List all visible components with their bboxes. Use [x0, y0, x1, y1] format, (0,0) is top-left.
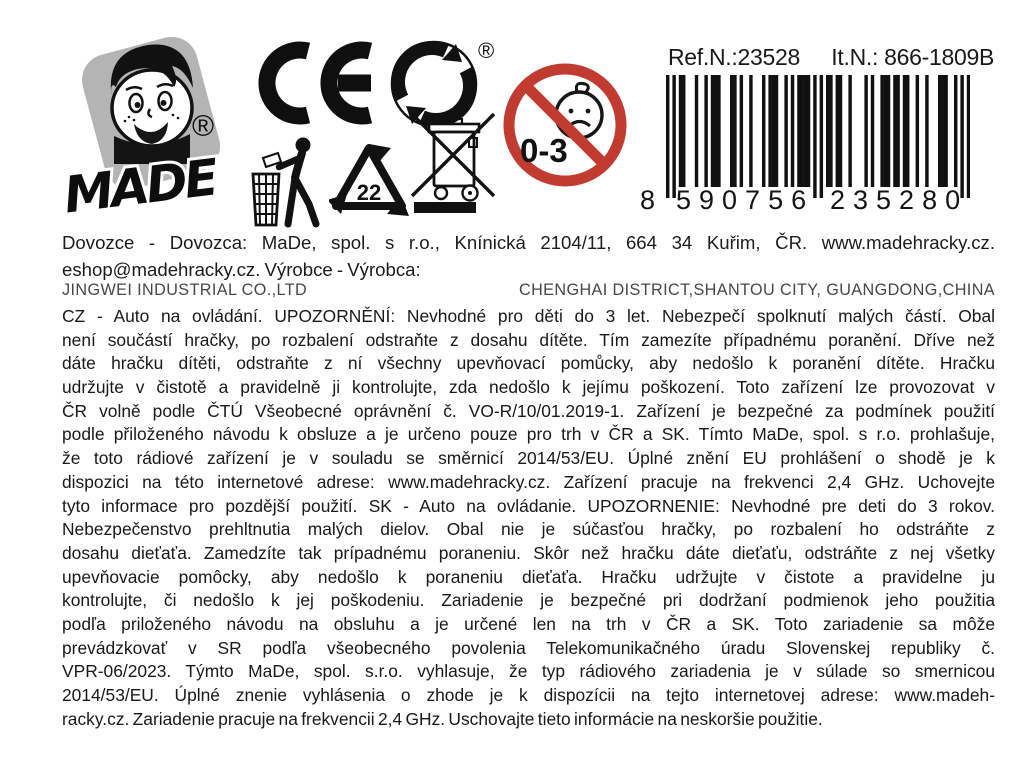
- ce-mark-icon: [246, 40, 378, 126]
- body-text-line: Nebezpečenstvo prehltnutia malých dielov. Obal nie je súčasťou hračky, po rozbalení ho odstráňte z: [62, 519, 995, 540]
- importer-line1: Dovozce - Dovozca: MaDe, spol. s r.o., Knínická 2104/11, 664 34 Kuřim, ČR. www.madehracky.cz.: [62, 232, 995, 253]
- body-text-line: podľa priloženého návodu na obsluhu a je určené len na trh v ČR a SK. Toto zariadenie sa môže: [62, 613, 995, 634]
- body-text-line: dosahu dieťaťa. Zamedzíte tak prípadnému poraneniu. Skôr než hračku dáte dieťaťu, odstráňte z nej všetky: [62, 542, 995, 563]
- reference-numbers: [668, 44, 994, 71]
- importer-info: [62, 229, 995, 283]
- body-text-line: kontrolujte, či nedošlo k jej poškodeniu. Zariadenie je bezpečné pri dodržaní podmienok jeho použitia: [62, 590, 995, 611]
- made-logo-word: MADE: [60, 148, 219, 225]
- manufacturer-address: CHENGHAI DISTRICT,SHANTOU CITY, GUANGDONG,CHINA: [519, 281, 995, 299]
- body-text-line: prevádzkovať v SR podľa všeobecného povolenia Telekomunikačného úradu Slovenskej republiky č.: [62, 637, 995, 658]
- age-warning-icon: [498, 58, 632, 192]
- body-text-line: tyto informace pro pozdější použití. SK - Auto na ovládanie. UPOZORNENIE: Nevhodné pre deti do 3 rokov.: [62, 495, 995, 516]
- body-text-line: VPR-06/2023. Týmto MaDe, spol. s.r.o. vyhlasuje, že typ rádiového zariadenia je v súlade so smernicou: [62, 661, 995, 682]
- barcode-group2: 235280: [830, 185, 969, 215]
- body-text-line: dispozici na této internetové adrese: www.madehracky.cz. Zařízení pracuje na frekvenci 2,4 GHz. Uchovejte: [62, 471, 995, 492]
- tidyman-icon: [249, 136, 325, 228]
- manufacturer-name: JINGWEI INDUSTRIAL CO.,LTD: [62, 281, 308, 299]
- ref-number: Ref.N.:23528: [668, 44, 800, 70]
- body-text-line: podle přiloženého návodu k obsluze a je určeno pouze pro trh v ČR a SK. Tímto MaDe, spol. s r.o. prohlašuje,: [62, 424, 995, 445]
- recycle-code-label: 22: [356, 180, 382, 205]
- item-number: It.N.: 866-1809B: [831, 44, 994, 70]
- body-text-line: 2014/53/EU. Úplné znenie vyhlásenia o zhode je k dispozícii na tejto internetovej adrese: www.madeh-: [62, 685, 995, 705]
- body-text-line: že toto rádiové zařízení je v souladu se směrnicí 2014/53/EU. Úplné znění EU prohlášení o shodě je k: [62, 448, 995, 469]
- barcode-group1: 590756: [676, 185, 815, 215]
- weee-bin-icon: [406, 112, 500, 214]
- body-text-line: upevňovacie pomôcky, aby nedošlo k poraneniu dieťaťa. Hračku udržujte v čistote a pravidelne ju: [62, 566, 995, 587]
- body-text-line: ČR volně podle ČTÚ Všeobecné oprávnění č. VO-R/10/01.2019-1. Zařízení je bezpečné za podmínek použití: [62, 400, 995, 421]
- body-text-line: CZ - Auto na ovládání. UPOZORNĚNÍ: Nevhodné pro děti do 3 let. Nebezpečí spolknutí malých částí. Obal: [62, 306, 995, 326]
- barcode-bars: [666, 75, 970, 199]
- importer-line2: eshop@madehracky.cz. Výrobce - Výrobca:: [62, 259, 421, 280]
- body-text-line: udržujte v čistotě a pravidelně ji kontrolujte, zda nedošlo k jejímu poškození. Toto zařízení lze provozovat v: [62, 377, 995, 398]
- made-registered-mark: ®: [192, 110, 215, 143]
- recycle-triangle-icon: [329, 138, 409, 228]
- manufacturer-info: [62, 281, 995, 300]
- made-logo: [60, 24, 245, 229]
- barcode-lead-digit: 8: [640, 185, 656, 215]
- body-text-line: dáte hračku dítěti, odstraňte z ní všechny upevňovací pomůcky, aby nedošlo k poranění dítěte. Hračku: [62, 353, 995, 374]
- age-warning-label: 0-3: [520, 132, 568, 169]
- body-text-line: není součástí hračky, po rozbalení odstraňte z dosahu dítěte. Tím zamezíte případnému poranění. Dříve než: [62, 329, 995, 350]
- green-dot-registered-mark: ®: [478, 38, 495, 63]
- body-text-line: racky.cz. Zariadenie pracuje na frekvencii 2,4 GHz. Uschovajte tieto informácie na neskoršie použitie.: [62, 708, 823, 729]
- warning-text: [62, 305, 995, 731]
- barcode-block: [640, 42, 1006, 222]
- made-logo-boy-icon: [60, 24, 245, 229]
